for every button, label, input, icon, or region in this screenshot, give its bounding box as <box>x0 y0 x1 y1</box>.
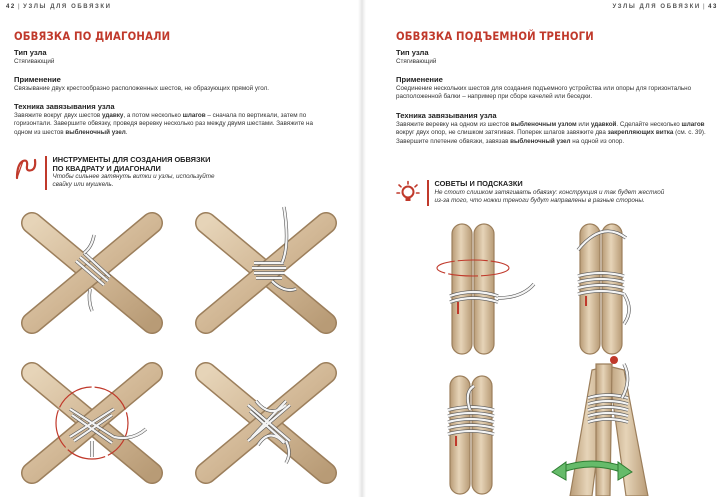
technique-text: Завяжите веревку на одном из шестов выбленочным узлом или удавкой. Сделайте несколько шлагов вокруг двух опор, не слишком затягивая. Поперек шлагов завяжите два закрепляющих витка (см. с. 39). Завершите плетение обвязки, завязав выбленочный узел на одной из опор. <box>396 121 706 145</box>
tips-callout-text: Не стоит слишком затягивать обвязку: конструкция и так будет жесткой из-за того, что ножки треноги будут направлены в разные стороны. <box>434 188 665 204</box>
section-title: ОБВЯЗКА ПОДЪЕМНОЙ ТРЕНОГИ <box>396 29 594 43</box>
usage-block <box>14 76 314 93</box>
knot-type-heading: Тип узла <box>396 48 429 57</box>
usage-text: Связывание двух крестообразно расположенных шестов, не образующих прямой угол. <box>14 85 270 93</box>
tripod-lashing-illustrations <box>402 214 722 496</box>
running-header-right: УЗЛЫ ДЛЯ ОБВЯЗКИ | 43 <box>612 4 718 10</box>
technique-text: Завяжите вокруг двух шестов удавку, а потом несколько шлагов – сначала по вертикали, затем по горизонтали. Завершите обвязку, проведя веревку несколько раз между двумя шестами. Завяжите на одном из шестов выбленочный узел. <box>14 112 313 136</box>
tools-callout-text: Чтобы сильнее затянуть витки и узлы, используйте свайку или мушкель. <box>52 173 215 189</box>
diagonal-lashing-illustrations <box>14 205 354 495</box>
step4-cross-poles <box>206 373 326 473</box>
usage-heading: Применение <box>396 75 443 84</box>
step3-parallel-poles <box>448 376 494 494</box>
running-title: УЗЛЫ ДЛЯ ОБВЯЗКИ <box>612 4 701 10</box>
spike-tool-icon <box>14 156 38 182</box>
tips-callout <box>396 180 686 206</box>
section-title: ОБВЯЗКА ПО ДИАГОНАЛИ <box>14 29 171 43</box>
usage-block <box>396 76 708 102</box>
technique-block <box>14 103 314 137</box>
step1-parallel-poles <box>437 224 534 354</box>
right-page <box>362 0 724 497</box>
technique-block <box>396 112 708 146</box>
step3-cross-poles <box>32 373 152 473</box>
usage-text: Соединение нескольких шестов для создания подъемного устройства или опоры для горизонтально расположенной балки – например при сборе качелей или беседки. <box>396 85 692 101</box>
knot-type-text: Стягивающий <box>396 58 437 66</box>
technique-heading: Техника завязывания узла <box>14 102 115 111</box>
knot-type-block <box>396 49 708 66</box>
step2-cross-poles <box>206 207 326 323</box>
knot-type-text: Стягивающий <box>14 58 55 66</box>
running-header-left: 42 | УЗЛЫ ДЛЯ ОБВЯЗКИ <box>6 4 112 10</box>
tools-callout <box>14 156 254 190</box>
knot-type-block <box>14 49 314 66</box>
usage-heading: Применение <box>14 75 61 84</box>
knot-type-heading: Тип узла <box>14 48 47 57</box>
page-number: 43 <box>708 4 718 10</box>
step2-parallel-poles <box>578 224 629 354</box>
running-title: УЗЛЫ ДЛЯ ОБВЯЗКИ <box>23 4 112 10</box>
page-number: 42 <box>6 4 16 10</box>
tips-callout-title: СОВЕТЫ И ПОДСКАЗКИ <box>434 179 523 188</box>
lightbulb-icon <box>396 180 420 206</box>
step4-tripod-poles <box>552 356 648 496</box>
step1-cross-poles <box>32 223 152 323</box>
tools-callout-title: ИНСТРУМЕНТЫ ДЛЯ СОЗДАНИЯ ОБВЯЗКИ ПО КВАДРАТУ И ДИАГОНАЛИ <box>52 155 211 173</box>
technique-heading: Техника завязывания узла <box>396 111 497 120</box>
